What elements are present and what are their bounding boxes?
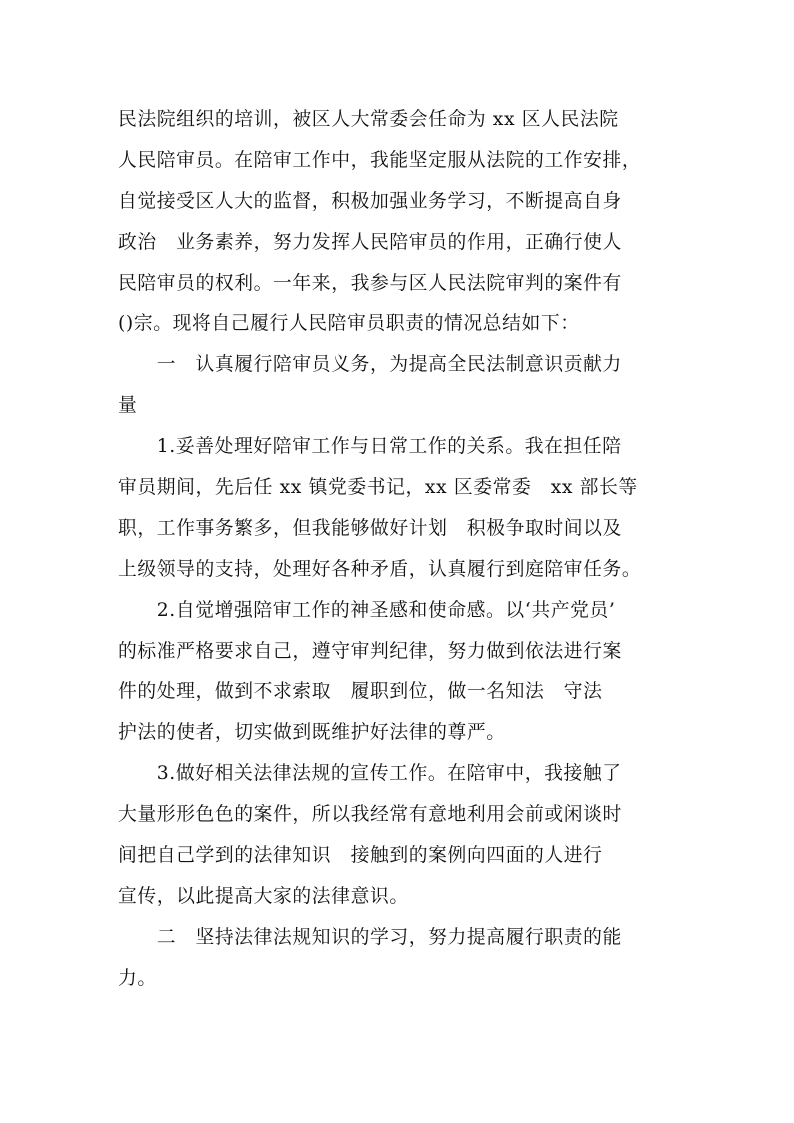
text-line: 职，工作事务繁多，但我能够做好计划 积极争取时间以及	[118, 517, 622, 539]
text-line: 审员期间，先后任 xx 镇党委书记，xx 区委常委 xx 部长等	[118, 477, 638, 499]
section-heading-line: 力。	[118, 967, 157, 989]
text-line: 民陪审员的权利。一年来，我参与区人民法院审判的案件有	[118, 272, 622, 294]
text-line: 政治 业务素养，努力发挥人民陪审员的作用，正确行使人	[118, 231, 622, 253]
document-body	[118, 100, 678, 1000]
text-line: 大量形形色色的案件，所以我经常有意地利用会前或闲谈时	[118, 804, 622, 826]
text-line: 护法的使者，切实做到既维护好法律的尊严。	[118, 722, 506, 744]
text-line: 1.妥善处理好陪审工作与日常工作的关系。我在担任陪	[118, 436, 622, 458]
text-line: 人民陪审员。在陪审工作中，我能坚定服从法院的工作安排，	[118, 149, 642, 171]
section-heading-line: 一 认真履行陪审员义务，为提高全民法制意识贡献力	[118, 354, 622, 376]
text-line: 件的处理，做到不求索取 履职到位，做一名知法 守法	[118, 681, 603, 703]
text-line: 的标准严格要求自己，遵守审判纪律，努力做到依法进行案	[118, 640, 622, 662]
text-line: 自觉接受区人大的监督，积极加强业务学习，不断提高自身	[118, 190, 622, 212]
text-line: ()宗。现将自己履行人民陪审员职责的情况总结如下：	[118, 313, 580, 335]
text-line: 3.做好相关法律法规的宣传工作。在陪审中，我接触了	[118, 763, 622, 785]
text-line: 民法院组织的培训，被区人大常委会任命为 xx 区人民法院	[118, 109, 619, 130]
text-line: 上级领导的支持，处理好各种矛盾，认真履行到庭陪审任务。	[118, 558, 642, 580]
text-line: 2.自觉增强陪审工作的神圣感和使命感。以‘共产党员’	[118, 599, 616, 621]
text-line: 宣传，以此提高大家的法律意识。	[118, 885, 409, 907]
section-heading-line: 量	[118, 395, 138, 417]
text-line: 间把自己学到的法律知识 接触到的案例向四面的人进行	[118, 845, 603, 867]
section-heading-line: 二 坚持法律法规知识的学习，努力提高履行职责的能	[118, 926, 622, 948]
